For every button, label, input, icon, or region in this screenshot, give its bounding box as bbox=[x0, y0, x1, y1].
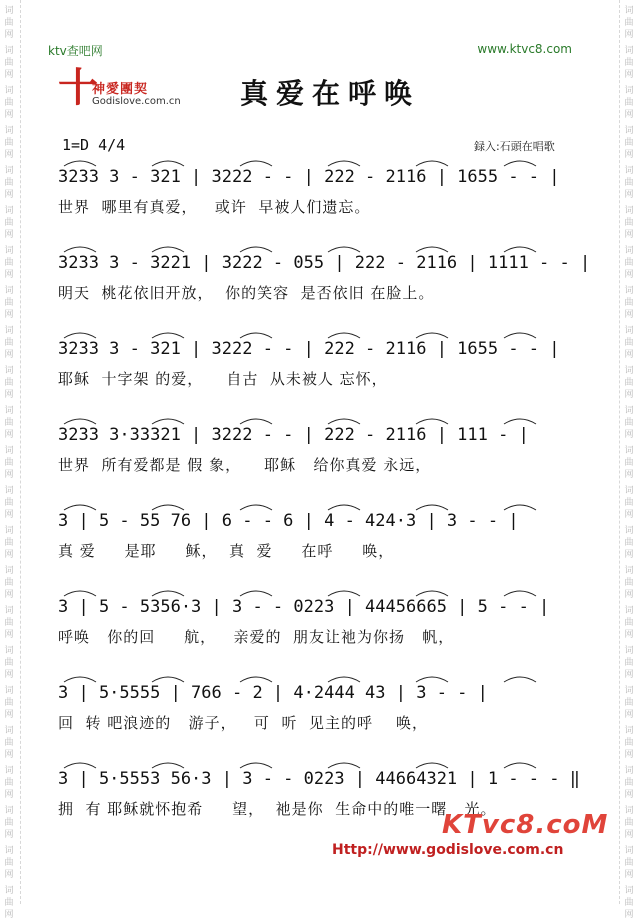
sidebar-glyph: 曲 bbox=[4, 178, 14, 188]
sidebar-glyph: 网 bbox=[4, 750, 14, 760]
sidebar-glyph: 词 bbox=[4, 606, 14, 616]
lyrics-line: 呼唤 你的回 航， 亲爱的 朋友让祂为你扬 帆， bbox=[58, 628, 455, 646]
sidebar-glyph: 曲 bbox=[624, 258, 634, 268]
sidebar-glyph: 曲 bbox=[4, 778, 14, 788]
sidebar-glyph: 词 bbox=[624, 486, 634, 496]
sidebar-glyph: 曲 bbox=[4, 538, 14, 548]
sidebar-glyph: 网 bbox=[624, 190, 634, 200]
sidebar-glyph: 网 bbox=[4, 70, 14, 80]
sidebar-glyph: 词 bbox=[624, 526, 634, 536]
notation-line: 3 | 5 - 5356·3 | 3 - - 0223 | 44456665 | 5 - - | bbox=[58, 597, 550, 617]
sidebar-glyph: 词 bbox=[4, 406, 14, 416]
sidebar-glyph: 词 bbox=[4, 326, 14, 336]
sidebar-glyph: 词 bbox=[624, 606, 634, 616]
sidebar-glyph: 网 bbox=[624, 30, 634, 40]
url-watermark: Http://www.godislove.com.cn bbox=[332, 842, 564, 858]
sidebar-glyph: 词 bbox=[4, 446, 14, 456]
sidebar-glyph: 网 bbox=[4, 790, 14, 800]
sidebar-glyph: 曲 bbox=[624, 898, 634, 908]
transcriber-credit: 録入:石頭在唱歌 bbox=[474, 140, 555, 153]
sidebar-glyph: 网 bbox=[624, 470, 634, 480]
sidebar-glyph: 曲 bbox=[4, 458, 14, 468]
cross-logo-icon: 十 bbox=[58, 64, 98, 111]
sidebar-glyph: 网 bbox=[4, 350, 14, 360]
sidebar-glyph: 网 bbox=[4, 550, 14, 560]
sidebar-glyph: 网 bbox=[624, 710, 634, 720]
fellowship-logo bbox=[58, 64, 198, 112]
sidebar-glyph: 词 bbox=[4, 86, 14, 96]
sidebar-glyph: 网 bbox=[4, 630, 14, 640]
sidebar-glyph: 曲 bbox=[4, 58, 14, 68]
sidebar-glyph: 曲 bbox=[4, 298, 14, 308]
sidebar-glyph: 曲 bbox=[624, 618, 634, 628]
sidebar-glyph: 网 bbox=[624, 230, 634, 240]
sidebar-glyph: 词 bbox=[624, 246, 634, 256]
sidebar-glyph: 网 bbox=[4, 430, 14, 440]
sidebar-glyph: 词 bbox=[624, 6, 634, 16]
song-title: 真爱在呼唤 bbox=[240, 77, 421, 110]
lyrics-line: 回 转 吧浪迹的 游子， 可 听 见主的呼 唤， bbox=[58, 714, 429, 732]
sidebar-glyph: 词 bbox=[624, 726, 634, 736]
sidebar-glyph: 曲 bbox=[624, 418, 634, 428]
sidebar-glyph: 网 bbox=[624, 550, 634, 560]
sidebar-glyph: 曲 bbox=[624, 858, 634, 868]
sidebar-glyph: 曲 bbox=[4, 418, 14, 428]
lyrics-line: 耶稣 十字架 的爱， 自古 从未被人 忘怀， bbox=[58, 370, 388, 388]
brand-watermark: KTvc8.coM bbox=[442, 810, 609, 840]
sidebar-glyph: 曲 bbox=[4, 818, 14, 828]
notation-line: 3233 3 - 3221 | 3222 - 055 | 222 - 2116 | 1111 - - | bbox=[58, 253, 591, 273]
sidebar-glyph: 曲 bbox=[624, 538, 634, 548]
sidebar-glyph: 曲 bbox=[624, 698, 634, 708]
sidebar-glyph: 词 bbox=[4, 126, 14, 136]
sidebar-glyph: 网 bbox=[4, 590, 14, 600]
notation-line: 3 | 5·5555 | 766 - 2 | 4·2444 43 | 3 - - | bbox=[58, 683, 488, 703]
sidebar-glyph: 词 bbox=[4, 246, 14, 256]
sidebar-glyph: 词 bbox=[4, 486, 14, 496]
sidebar-glyph: 词 bbox=[4, 566, 14, 576]
sidebar-glyph: 曲 bbox=[4, 378, 14, 388]
sidebar-glyph: 词 bbox=[624, 86, 634, 96]
sidebar-glyph: 曲 bbox=[4, 858, 14, 868]
sidebar-glyph: 词 bbox=[624, 886, 634, 896]
sidebar-glyph: 词 bbox=[624, 646, 634, 656]
sidebar-glyph: 网 bbox=[4, 470, 14, 480]
sidebar-glyph: 网 bbox=[624, 830, 634, 840]
sidebar-glyph: 词 bbox=[4, 286, 14, 296]
notation-line: 3233 3 - 321 | 3222 - - | 222 - 2116 | 1655 - - | bbox=[58, 167, 560, 187]
sidebar-glyph: 网 bbox=[4, 710, 14, 720]
sidebar-glyph: 词 bbox=[4, 766, 14, 776]
sidebar-glyph: 网 bbox=[4, 830, 14, 840]
notation-line: 3 | 5 - 55 76 | 6 - - 6 | 4 - 424·3 | 3 - - | bbox=[58, 511, 519, 531]
sidebar-glyph: 词 bbox=[624, 46, 634, 56]
sidebar-glyph: 曲 bbox=[4, 338, 14, 348]
sidebar-glyph: 曲 bbox=[4, 898, 14, 908]
sidebar-glyph: 网 bbox=[4, 30, 14, 40]
sidebar-glyph: 网 bbox=[624, 270, 634, 280]
sidebar-glyph: 曲 bbox=[4, 218, 14, 228]
sidebar-glyph: 词 bbox=[4, 686, 14, 696]
sidebar-glyph: 曲 bbox=[4, 98, 14, 108]
lyrics-line: 明天 桃花依旧开放， 你的笑容 是否依旧 在脸上。 bbox=[58, 284, 435, 302]
sidebar-glyph: 网 bbox=[4, 150, 14, 160]
left-margin-strip bbox=[0, 0, 21, 920]
sidebar-glyph: 词 bbox=[4, 366, 14, 376]
sidebar-glyph: 曲 bbox=[624, 778, 634, 788]
site-label-left: ktv查吧网 bbox=[48, 44, 103, 58]
sidebar-glyph: 曲 bbox=[4, 258, 14, 268]
sidebar-glyph: 曲 bbox=[624, 98, 634, 108]
sidebar-glyph: 词 bbox=[624, 286, 634, 296]
sidebar-glyph: 网 bbox=[4, 310, 14, 320]
sidebar-glyph: 曲 bbox=[624, 658, 634, 668]
sidebar-glyph: 网 bbox=[4, 390, 14, 400]
sidebar-glyph: 词 bbox=[624, 166, 634, 176]
sidebar-glyph: 网 bbox=[624, 70, 634, 80]
sidebar-glyph: 词 bbox=[4, 886, 14, 896]
sidebar-glyph: 词 bbox=[4, 206, 14, 216]
logo-en-text: Godislove.com.cn bbox=[92, 96, 181, 107]
sidebar-glyph: 曲 bbox=[624, 138, 634, 148]
sidebar-glyph: 网 bbox=[4, 670, 14, 680]
lyrics-line: 真 爱 是耶 稣， 真 爱 在呼 唤， bbox=[58, 542, 395, 560]
sidebar-glyph: 网 bbox=[624, 350, 634, 360]
sidebar-glyph: 词 bbox=[4, 646, 14, 656]
sidebar-glyph: 曲 bbox=[4, 698, 14, 708]
sidebar-glyph: 词 bbox=[624, 366, 634, 376]
sidebar-glyph: 词 bbox=[4, 806, 14, 816]
site-url-right: www.ktvc8.com bbox=[477, 42, 572, 56]
sidebar-glyph: 曲 bbox=[624, 298, 634, 308]
sidebar-glyph: 曲 bbox=[4, 658, 14, 668]
logo-cn-text: 神愛團契 bbox=[92, 82, 149, 97]
sidebar-glyph: 词 bbox=[624, 126, 634, 136]
sidebar-glyph: 网 bbox=[624, 150, 634, 160]
sidebar-glyph: 词 bbox=[4, 846, 14, 856]
sidebar-glyph: 网 bbox=[624, 670, 634, 680]
lyrics-line: 拥 有 耶稣就怀抱希 望， 祂是你 生命中的唯一曙 光。 bbox=[58, 800, 497, 818]
sidebar-glyph: 网 bbox=[624, 390, 634, 400]
sidebar-glyph: 曲 bbox=[624, 378, 634, 388]
sidebar-glyph: 曲 bbox=[4, 498, 14, 508]
sidebar-glyph: 词 bbox=[4, 6, 14, 16]
sidebar-glyph: 网 bbox=[624, 110, 634, 120]
sidebar-glyph: 曲 bbox=[624, 178, 634, 188]
right-margin-strip bbox=[619, 0, 640, 920]
sidebar-glyph: 词 bbox=[4, 46, 14, 56]
sidebar-glyph: 曲 bbox=[4, 578, 14, 588]
sidebar-glyph: 曲 bbox=[624, 818, 634, 828]
sidebar-glyph: 曲 bbox=[624, 458, 634, 468]
sidebar-glyph: 网 bbox=[4, 270, 14, 280]
sidebar-glyph: 网 bbox=[624, 870, 634, 880]
sidebar-glyph: 曲 bbox=[624, 58, 634, 68]
sidebar-glyph: 网 bbox=[624, 310, 634, 320]
sidebar-glyph: 曲 bbox=[624, 738, 634, 748]
sidebar-glyph: 曲 bbox=[4, 618, 14, 628]
sidebar-glyph: 曲 bbox=[4, 138, 14, 148]
notation-line: 3233 3·33321 | 3222 - - | 222 - 2116 | 111 - | bbox=[58, 425, 529, 445]
sidebar-glyph: 词 bbox=[624, 206, 634, 216]
sidebar-glyph: 网 bbox=[4, 510, 14, 520]
sidebar-glyph: 词 bbox=[4, 526, 14, 536]
sidebar-glyph: 曲 bbox=[624, 338, 634, 348]
sidebar-glyph: 网 bbox=[4, 910, 14, 920]
sidebar-glyph: 网 bbox=[624, 790, 634, 800]
sidebar-glyph: 曲 bbox=[4, 18, 14, 28]
lyrics-line: 世界 哪里有真爱， 或许 早被人们遗忘。 bbox=[58, 198, 371, 216]
sidebar-glyph: 网 bbox=[4, 230, 14, 240]
key-signature: 1=D 4/4 bbox=[62, 136, 126, 154]
lyrics-line: 世界 所有爱都是 假 象， 耶稣 给你真爱 永远， bbox=[58, 456, 432, 474]
sidebar-glyph: 曲 bbox=[624, 578, 634, 588]
sidebar-glyph: 曲 bbox=[624, 18, 634, 28]
notation-line: 3 | 5·5553 56·3 | 3 - - 0223 | 44664321 | 1 - - - ‖ bbox=[58, 769, 580, 789]
sidebar-glyph: 曲 bbox=[4, 738, 14, 748]
sidebar-glyph: 网 bbox=[624, 750, 634, 760]
sidebar-glyph: 词 bbox=[624, 766, 634, 776]
sidebar-glyph: 曲 bbox=[624, 498, 634, 508]
sidebar-glyph: 网 bbox=[4, 870, 14, 880]
sidebar-glyph: 词 bbox=[4, 166, 14, 176]
sidebar-glyph: 词 bbox=[624, 846, 634, 856]
sidebar-glyph: 词 bbox=[4, 726, 14, 736]
sidebar-glyph: 词 bbox=[624, 806, 634, 816]
sidebar-glyph: 网 bbox=[624, 910, 634, 920]
sidebar-glyph: 词 bbox=[624, 686, 634, 696]
sidebar-glyph: 网 bbox=[4, 110, 14, 120]
sidebar-glyph: 词 bbox=[624, 446, 634, 456]
sidebar-glyph: 词 bbox=[624, 406, 634, 416]
sidebar-glyph: 网 bbox=[624, 510, 634, 520]
sidebar-glyph: 网 bbox=[624, 630, 634, 640]
sidebar-glyph: 曲 bbox=[624, 218, 634, 228]
sidebar-glyph: 网 bbox=[624, 430, 634, 440]
sidebar-glyph: 词 bbox=[624, 326, 634, 336]
notation-line: 3233 3 - 321 | 3222 - - | 222 - 2116 | 1655 - - | bbox=[58, 339, 560, 359]
sidebar-glyph: 网 bbox=[624, 590, 634, 600]
sidebar-glyph: 词 bbox=[624, 566, 634, 576]
sidebar-glyph: 网 bbox=[4, 190, 14, 200]
